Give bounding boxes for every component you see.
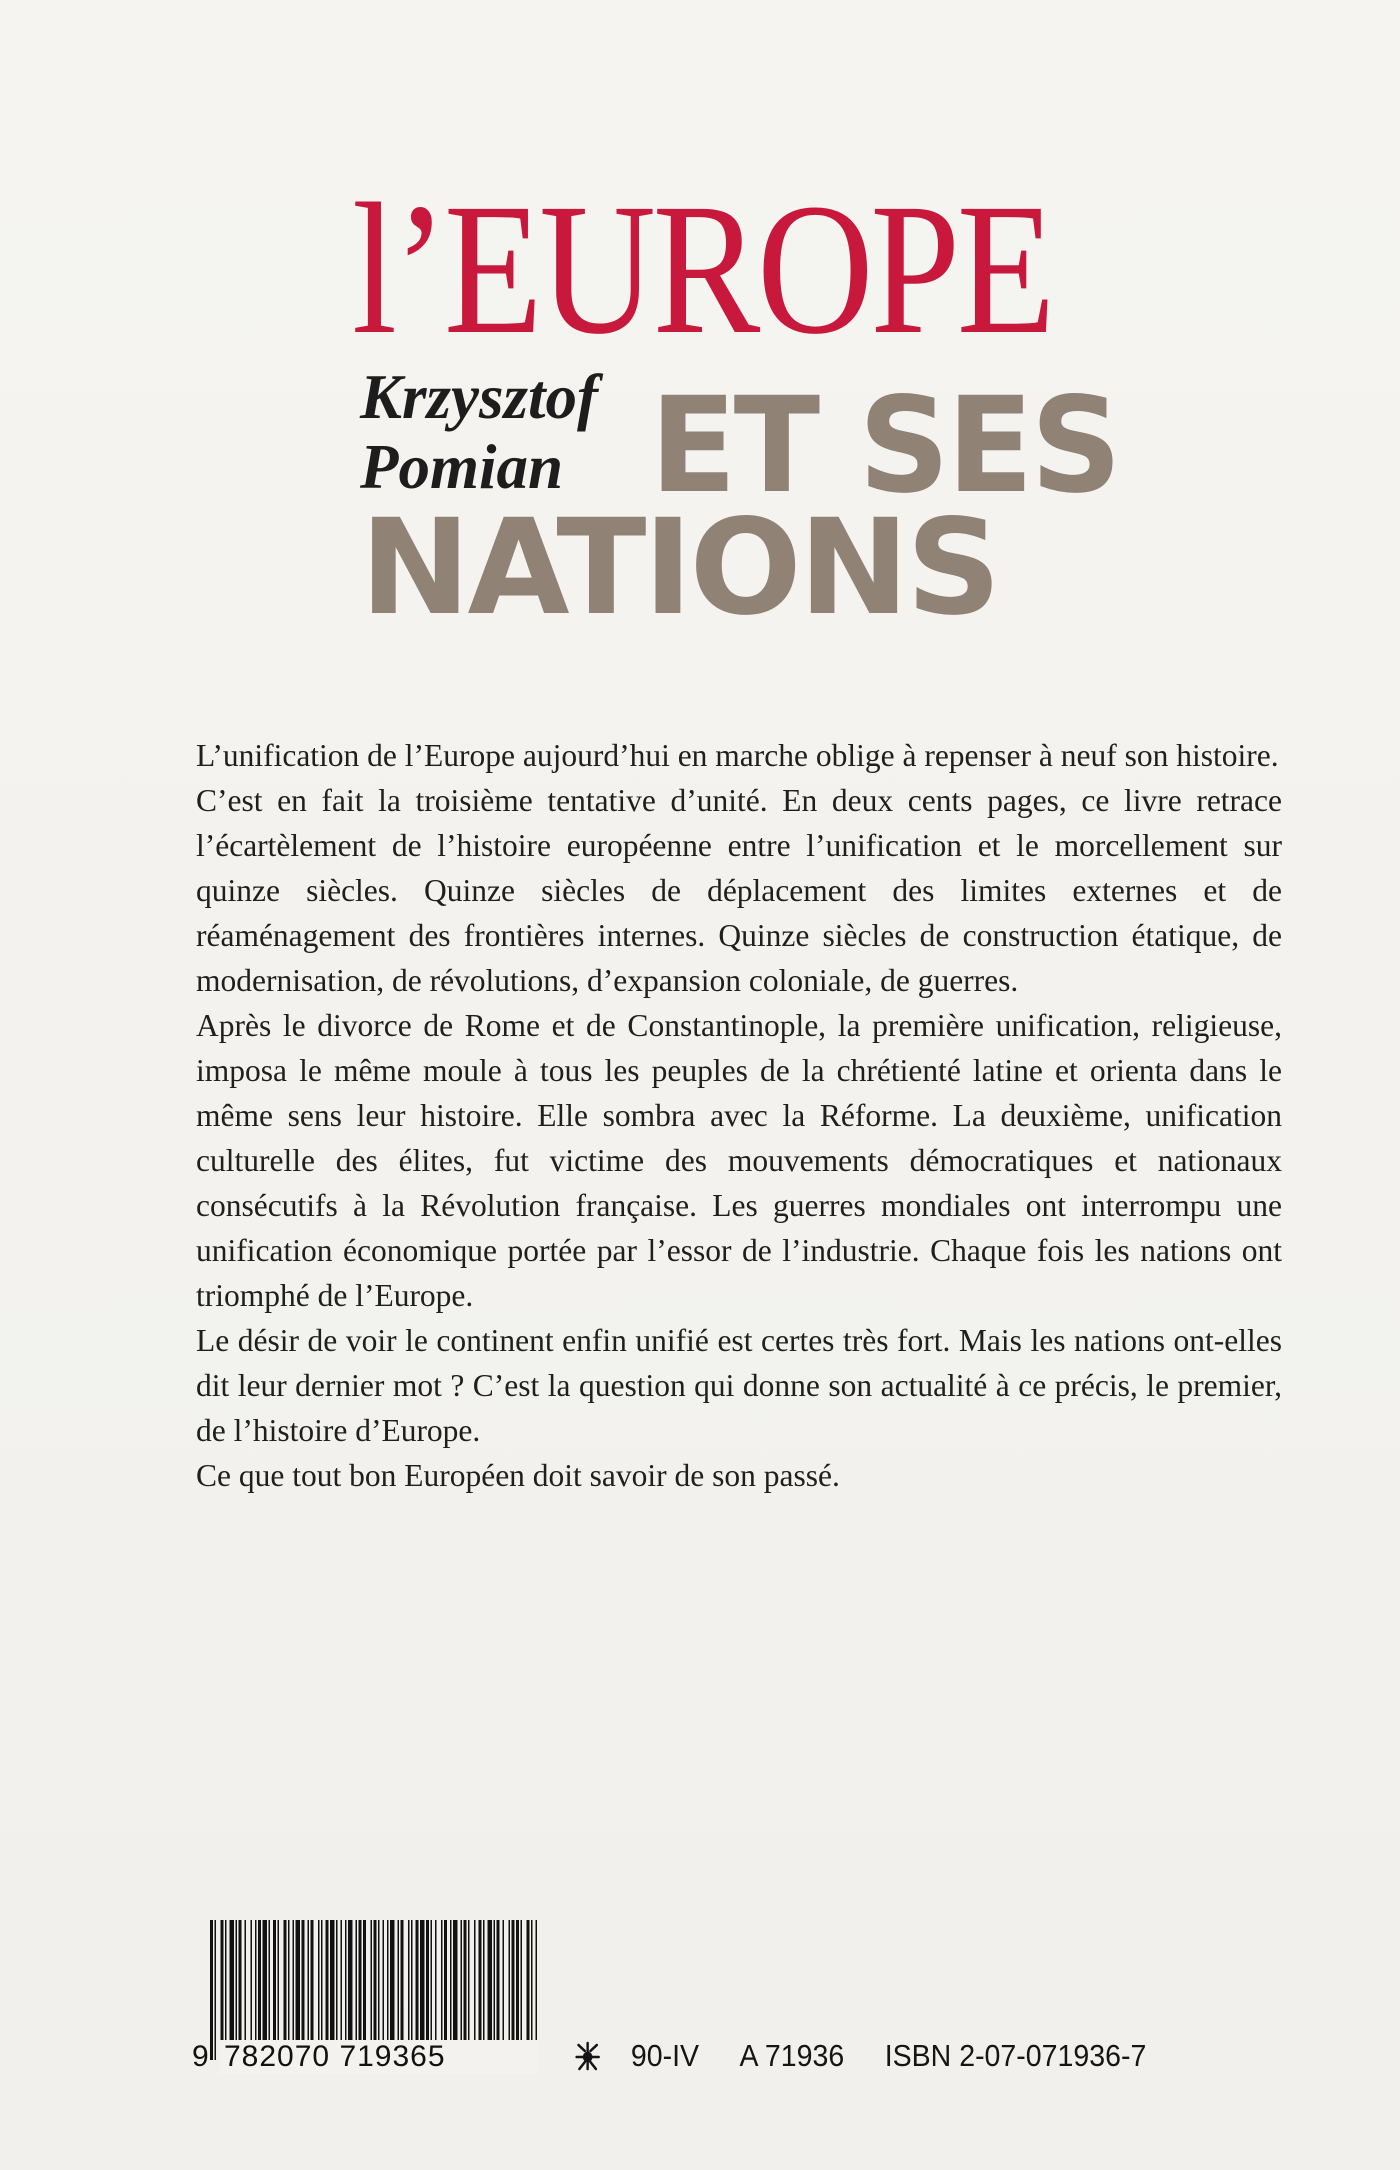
blurb-paragraph: Après le divorce de Rome et de Constantinople, la première unification, religieuse, imposa le même moule à tous les peuples de la chrétienté latine et orienta dans le même sens leur histoire. Elle sombra avec la Réforme. La deuxième, unification culturelle des élites, fut victime des mouvements démocratiques et nationaux consécutifs à la Révolution française. Les guerres mondiales ont interrompu une unification économique portée par l’essor de l’industrie. Chaque fois les nations ont triomphé de l’Europe.	[196, 1008, 1282, 1313]
title-nations: NATIONS	[360, 491, 999, 645]
title-europe: l’EUROPE	[352, 164, 1053, 373]
blurb-paragraph: C’est en fait la troisième tentative d’unité. En deux cents pages, ce livre retrace l’écartèlement de l’histoire européenne entre l’unification et le morcellement sur quinze siècles. Quinze siècles de déplacement des limites externes et de réaménagement des frontières internes. Quinze siècles de construction étatique, de modernisation, de révolutions, d’expansion coloniale, de guerres.	[196, 783, 1282, 998]
isbn: ISBN 2-07-071936-7	[884, 2038, 1147, 2073]
barcode-digits: 782070 719365	[220, 2040, 538, 2074]
blurb-paragraph: Le désir de voir le continent enfin unifié est certes très fort. Mais les nations ont-elles dit leur dernier mot ? C’est la question qui donne son actualité à ce précis, le premier, de l’histoire d’Europe.	[196, 1323, 1282, 1448]
reference-number: A 71936	[739, 2038, 845, 2073]
barcode-lead-digit: 9	[192, 2040, 209, 2073]
barcode	[192, 1920, 544, 2095]
barcode-bars-icon	[210, 1920, 540, 2060]
blurb-text	[196, 733, 1282, 1498]
gallimard-folio-logo-icon	[572, 2039, 603, 2073]
blurb-paragraph: L’unification de l’Europe aujourd’hui en marche oblige à repenser à neuf son histoire.	[196, 738, 1279, 773]
title-et-ses: ET SES	[650, 369, 1119, 523]
catalog-code: 90-IV	[630, 2038, 700, 2073]
blurb-paragraph: Ce que tout bon Européen doit savoir de son passé.	[196, 1458, 840, 1493]
author-name	[360, 362, 598, 502]
publication-info	[572, 2038, 1146, 2074]
author-first-name: Krzysztof	[360, 362, 599, 432]
author-last-name: Pomian	[360, 432, 564, 502]
